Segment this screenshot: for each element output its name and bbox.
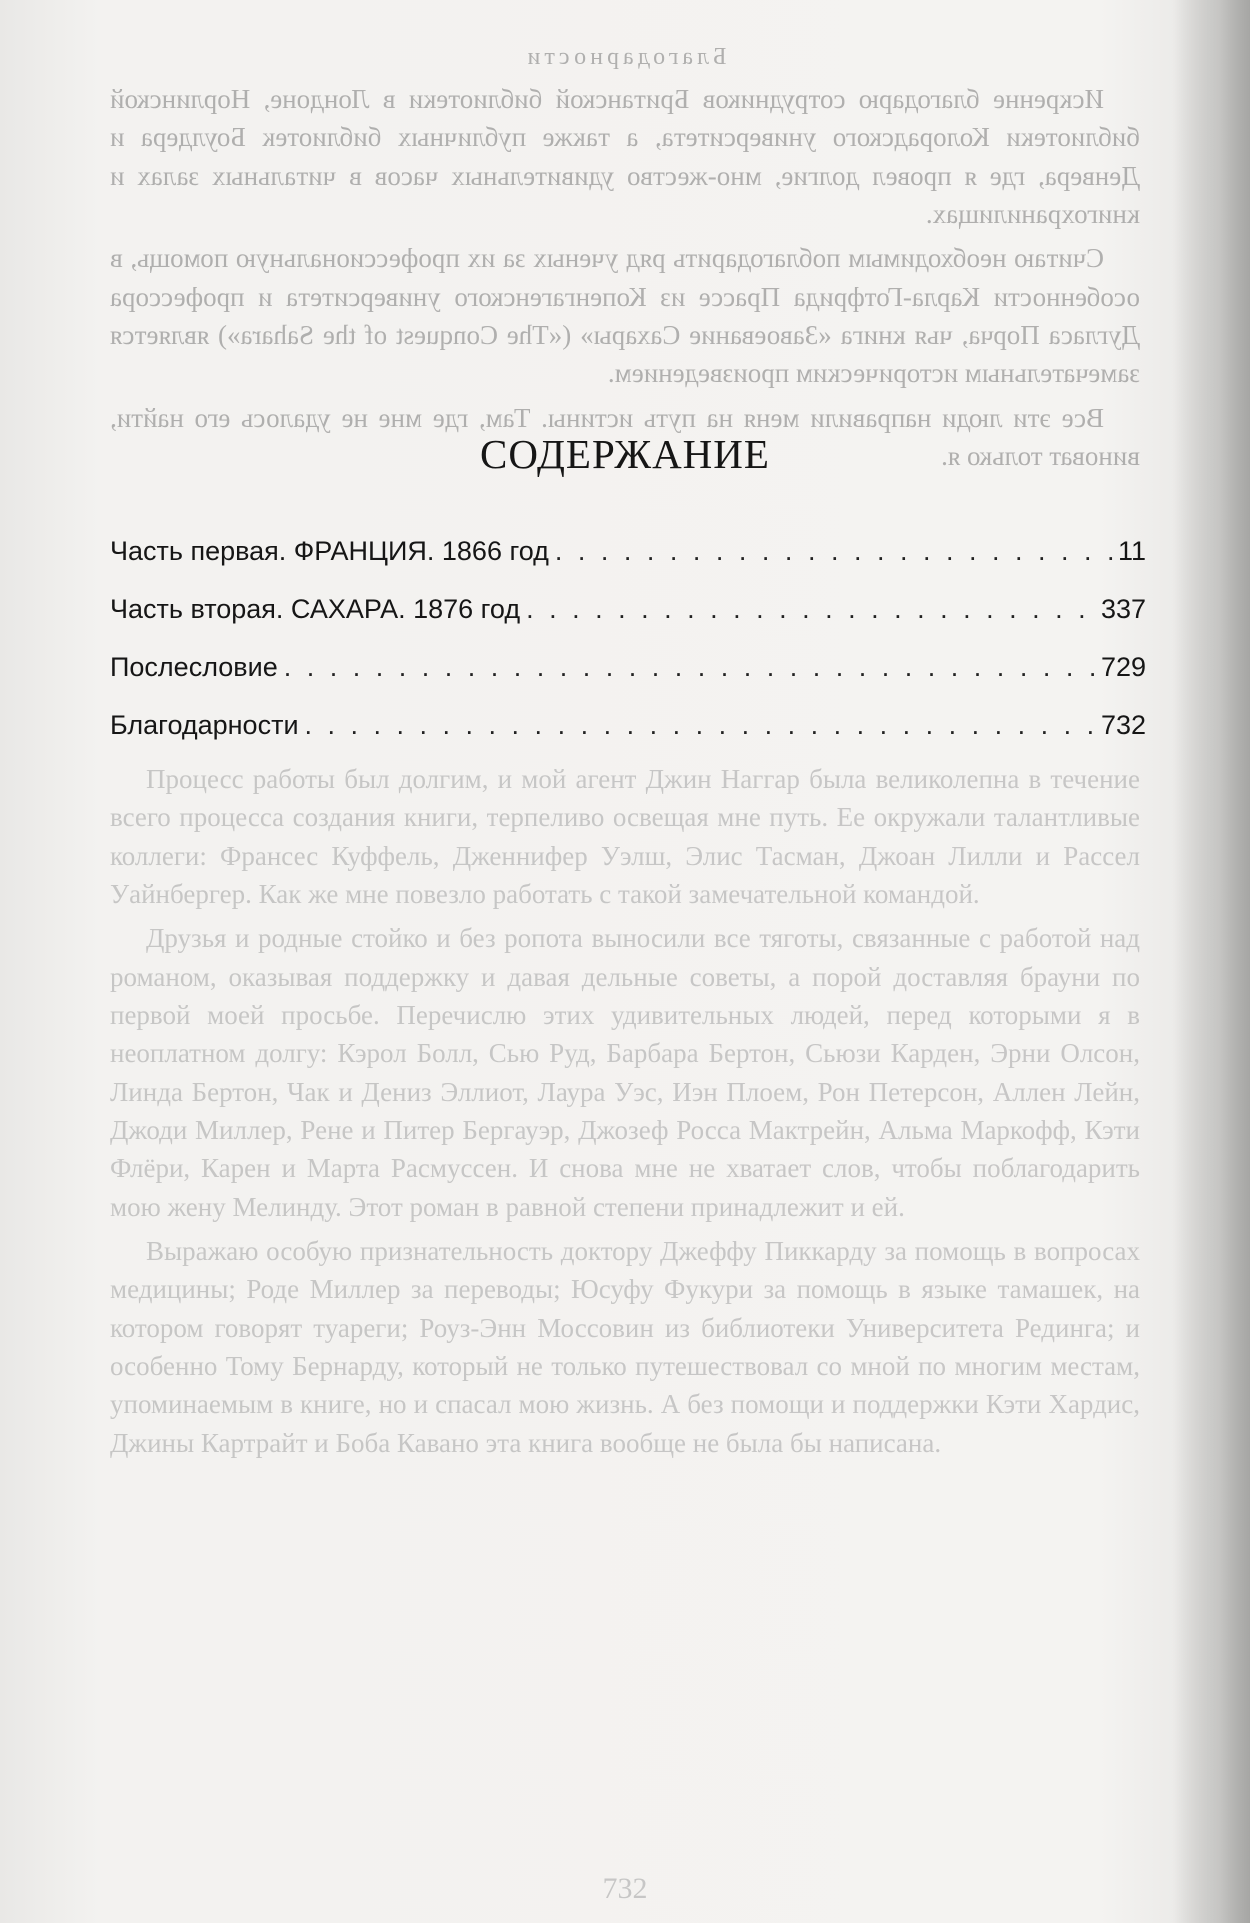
show-through-paragraph: Все эти люди направили меня на путь истины. Там, где мне не удалось его найти, виноват только я.: [110, 402, 1140, 472]
toc-leader-dots: [555, 536, 1114, 567]
toc-entry-page: 11: [1117, 536, 1146, 566]
toc-entry-page: 732: [1100, 710, 1146, 740]
show-through-paragraph: Считаю необходимым поблагодарить ряд ученых за их профессиональную помощь, в особенности Карла-Готфрида Прассе из Копенгагенского университета и профессора Дугласа Порча, чья книга «Завоевание Сахары» («The Conquest of the Sahara») является замечательным историческим произведением.: [110, 243, 1140, 389]
toc-leader-dots: [526, 594, 1097, 625]
show-through-paragraph: Выражаю особую признательность доктору Джеффу Пиккарду за помощь в вопросах медицины; Роде Миллер за переводы; Юсуфу Фукури за помощь в языке тамашек, на котором говорят туареги; Роуз-Энн Моссовин из библиотеки Университета Рединга; и особенно Тому Бернарду, который не только путешествовал со мной по многим местам, упоминаемым в книге, но и спасал мою жизнь. А без помощи и поддержки Кэти Хардис, Джины Картрайт и Боба Кавано эта книга вообще не была бы написана.: [110, 1235, 1140, 1458]
show-through-page-number: 732: [602, 1872, 648, 1905]
toc-entry-label: Часть вторая. САХАРА. 1876 год: [110, 594, 521, 624]
show-through-paragraph: Друзья и родные стойко и без ропота выносили все тяготы, связанные с работой над романом, оказывая поддержку и давая дельные советы, а порой доставляя брауни по первой моей просьбе. Перечислю этих удивительных людей, перед которыми я в неоплатном долгу: Кэрол Болл, Сью Руд, Барбара Бертон, Сьюзи Карден, Эрни Олсон, Линда Бертон, Чак и Дениз Эллиот, Лаура Уэс, Иэн Плоем, Рон Петерсон, Аллен Лейн, Джоди Миллер, Рене и Питер Бергауэр, Джозеф Росса Мактрейн, Альма Маркофф, Кэти Флёри, Карен и Марта Расмуссен. И снова мне не хватает слов, чтобы поблагодарить мою жену Мелинду. Этот роман в равной степени принадлежит и ей.: [110, 923, 1140, 1222]
toc-entry-label: Послесловие: [110, 652, 278, 682]
toc-entry-afterword: [110, 652, 1146, 710]
show-through-text-bottom: [110, 760, 1140, 1468]
toc-entry-page: 729: [1100, 652, 1146, 682]
toc-entry-page: 337: [1100, 594, 1146, 624]
toc-title: СОДЕРЖАНИЕ: [480, 431, 770, 477]
toc-entry-label: Часть первая. ФРАНЦИЯ. 1866 год: [110, 536, 549, 566]
toc-entry-part-one: [110, 536, 1146, 594]
toc-leader-dots: [284, 652, 1097, 683]
toc-entry-acknowledgements: [110, 710, 1146, 768]
show-through-paragraph: Искренне благодарю сотрудников Британской библиотеки в Лондоне, Норлинской библиотеки Колорадского университета, а также публичных библиотек Боулдера и Денвера, где я провел долгие, мно-жество удивительных часов в читальных залах и книгохранилищах.: [110, 84, 1140, 230]
table-of-contents: [110, 536, 1146, 768]
toc-leader-dots: [305, 710, 1097, 741]
show-through-text-top: [110, 40, 1140, 481]
show-through-paragraph: Процесс работы был долгим, и мой агент Джин Наггар была великолепна в течение всего процесса создания книги, терпеливо освещая мне путь. Ее окружали талантливые коллеги: Франсес Куффель, Дженнифер Уэлш, Элис Тасман, Джоан Лилли и Рассел Уайнбергер. Как же мне повезло работать с такой замечательной командой.: [110, 764, 1140, 909]
toc-entry-part-two: [110, 594, 1146, 652]
show-through-header: Благодарности: [523, 44, 727, 70]
toc-entry-label: Благодарности: [110, 710, 299, 740]
